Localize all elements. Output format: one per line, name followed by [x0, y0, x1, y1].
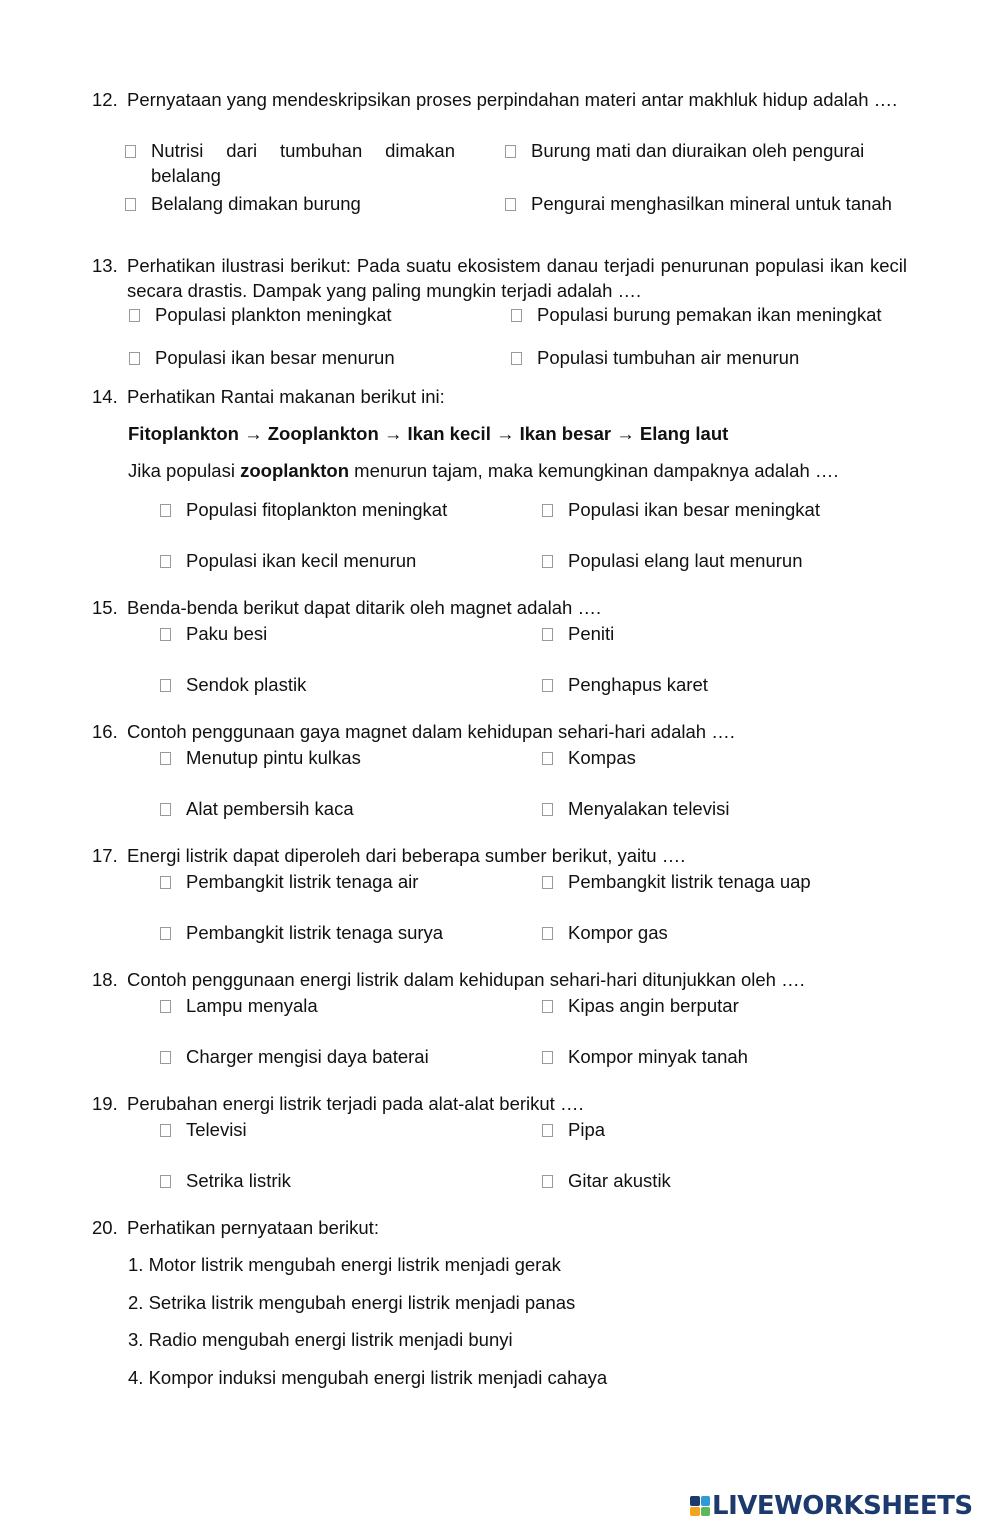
option-13-c[interactable] — [129, 345, 489, 370]
question-12 — [92, 87, 907, 112]
question-17 — [92, 843, 907, 868]
checkbox[interactable] — [542, 628, 553, 641]
option-12-a[interactable] — [125, 138, 455, 188]
option-label: Nutrisi dari tumbuhan dimakan belalang — [151, 140, 455, 186]
checkbox[interactable] — [542, 876, 553, 889]
checkbox[interactable] — [542, 1175, 553, 1188]
option-12-b[interactable] — [505, 138, 907, 163]
checkbox[interactable] — [542, 679, 553, 692]
option-14-d[interactable] — [542, 548, 902, 573]
option-label: Pengurai menghasilkan mineral untuk tanah — [531, 193, 892, 214]
logo-tile — [690, 1507, 700, 1517]
liveworksheets-logo — [690, 1491, 973, 1521]
checkbox[interactable] — [160, 927, 171, 940]
option-label: Alat pembersih kaca — [186, 798, 354, 819]
option-label: Populasi fitoplankton meningkat — [186, 499, 448, 520]
option-13-b[interactable] — [511, 302, 921, 327]
checkbox[interactable] — [125, 145, 136, 158]
option-label: Burung mati dan diuraikan oleh pengurai — [531, 140, 865, 161]
question-text: Perubahan energi listrik terjadi pada alat-alat berikut …. — [127, 1093, 584, 1114]
option-15-c[interactable] — [160, 672, 520, 697]
checkbox[interactable] — [542, 803, 553, 816]
option-label: Populasi ikan besar meningkat — [568, 499, 820, 520]
logo-icon — [690, 1496, 710, 1516]
question-text: Perhatikan pernyataan berikut: — [127, 1217, 379, 1238]
prompt-text: Jika populasi — [128, 460, 241, 481]
option-17-d[interactable] — [542, 920, 902, 945]
checkbox[interactable] — [160, 752, 171, 765]
checkbox[interactable] — [160, 1124, 171, 1137]
checkbox[interactable] — [542, 752, 553, 765]
question-text: Pernyataan yang mendeskripsikan proses perpindahan materi antar makhluk hidup adalah …. — [127, 89, 898, 110]
food-chain: Fitoplankton → Zooplankton → Ikan kecil → Ikan besar → Elang laut — [128, 423, 729, 444]
question-number: 18. — [92, 969, 118, 990]
option-17-a[interactable] — [160, 869, 520, 894]
option-label: Populasi tumbuhan air menurun — [537, 347, 800, 368]
question-number: 16. — [92, 721, 118, 742]
checkbox[interactable] — [129, 352, 140, 365]
question-number: 12. — [92, 89, 118, 110]
option-19-d[interactable] — [542, 1168, 902, 1193]
option-19-a[interactable] — [160, 1117, 520, 1142]
option-label: Populasi elang laut menurun — [568, 550, 803, 571]
question-15 — [92, 595, 907, 620]
option-17-b[interactable] — [542, 869, 902, 894]
logo-tile — [701, 1496, 711, 1506]
checkbox[interactable] — [505, 145, 516, 158]
checkbox[interactable] — [511, 309, 522, 322]
question-number: 13. — [92, 255, 118, 276]
option-label: Menyalakan televisi — [568, 798, 730, 819]
checkbox[interactable] — [542, 555, 553, 568]
statement-3: 3. Radio mengubah energi listrik menjadi bunyi — [128, 1329, 513, 1350]
question-number: 14. — [92, 386, 118, 407]
question-text: Perhatikan Rantai makanan berikut ini: — [127, 386, 445, 407]
option-label: Kompor gas — [568, 922, 668, 943]
option-16-c[interactable] — [160, 796, 520, 821]
checkbox[interactable] — [542, 1051, 553, 1064]
option-16-b[interactable] — [542, 745, 902, 770]
checkbox[interactable] — [505, 198, 516, 211]
option-19-b[interactable] — [542, 1117, 902, 1142]
question-19 — [92, 1091, 907, 1116]
option-label: Kipas angin berputar — [568, 995, 739, 1016]
option-label: Populasi plankton meningkat — [155, 304, 392, 325]
option-label: Pembangkit listrik tenaga air — [186, 871, 419, 892]
question-20 — [92, 1215, 907, 1240]
option-14-c[interactable] — [160, 548, 520, 573]
checkbox[interactable] — [160, 803, 171, 816]
checkbox[interactable] — [160, 504, 171, 517]
option-label: Pembangkit listrik tenaga surya — [186, 922, 444, 943]
option-14-a[interactable] — [160, 497, 520, 522]
option-label: Menutup pintu kulkas — [186, 747, 361, 768]
option-label: Televisi — [186, 1119, 247, 1140]
checkbox[interactable] — [542, 1124, 553, 1137]
question-text: Contoh penggunaan gaya magnet dalam kehidupan sehari-hari adalah …. — [127, 721, 735, 742]
question-number: 19. — [92, 1093, 118, 1114]
option-label: Penghapus karet — [568, 674, 708, 695]
option-12-c[interactable] — [125, 191, 455, 216]
logo-tile — [701, 1507, 711, 1517]
question-text: Energi listrik dapat diperoleh dari beberapa sumber berikut, yaitu …. — [127, 845, 686, 866]
option-label: Belalang dimakan burung — [151, 193, 361, 214]
option-15-b[interactable] — [542, 621, 902, 646]
option-label: Pipa — [568, 1119, 606, 1140]
checkbox[interactable] — [542, 927, 553, 940]
checkbox[interactable] — [542, 504, 553, 517]
checkbox[interactable] — [129, 309, 140, 322]
logo-tile — [690, 1496, 700, 1506]
question-18 — [92, 967, 907, 992]
option-14-b[interactable] — [542, 497, 902, 522]
checkbox[interactable] — [160, 628, 171, 641]
question-text: Contoh penggunaan energi listrik dalam kehidupan sehari-hari ditunjukkan oleh …. — [127, 969, 805, 990]
option-17-c[interactable] — [160, 920, 520, 945]
statement-4: 4. Kompor induksi mengubah energi listrik menjadi cahaya — [128, 1367, 608, 1388]
checkbox[interactable] — [160, 555, 171, 568]
option-label: Setrika listrik — [186, 1170, 291, 1191]
option-16-d[interactable] — [542, 796, 902, 821]
option-label: Charger mengisi daya baterai — [186, 1046, 429, 1067]
checkbox[interactable] — [511, 352, 522, 365]
option-15-d[interactable] — [542, 672, 902, 697]
option-18-b[interactable] — [542, 993, 902, 1018]
question-16 — [92, 719, 907, 744]
prompt-keyword: zooplankton — [240, 460, 350, 481]
checkbox[interactable] — [160, 1000, 171, 1013]
prompt-text: menurun tajam, maka kemungkinan dampaknya adalah …. — [349, 460, 839, 481]
option-label: Gitar akustik — [568, 1170, 671, 1191]
option-label: Kompas — [568, 747, 636, 768]
option-18-a[interactable] — [160, 993, 520, 1018]
checkbox[interactable] — [542, 1000, 553, 1013]
question-text: Perhatikan ilustrasi berikut: Pada suatu ekosistem danau terjadi penurunan populasi ikan kecil secara drastis. Dampak yang paling mungkin terjadi adalah …. — [127, 255, 907, 301]
question-14 — [92, 384, 907, 409]
logo-text: LIVEWORKSHEETS — [712, 1490, 973, 1521]
checkbox[interactable] — [160, 679, 171, 692]
option-label: Populasi ikan kecil menurun — [186, 550, 417, 571]
option-12-d[interactable] — [505, 191, 907, 216]
option-18-d[interactable] — [542, 1044, 902, 1069]
statement-2: 2. Setrika listrik mengubah energi listrik menjadi panas — [128, 1292, 576, 1313]
checkbox[interactable] — [160, 876, 171, 889]
question-text: Benda-benda berikut dapat ditarik oleh magnet adalah …. — [127, 597, 602, 618]
option-label: Paku besi — [186, 623, 268, 644]
question-number: 17. — [92, 845, 118, 866]
checkbox[interactable] — [125, 198, 136, 211]
option-label: Peniti — [568, 623, 615, 644]
question-number: 20. — [92, 1217, 118, 1238]
option-15-a[interactable] — [160, 621, 520, 646]
option-label: Lampu menyala — [186, 995, 318, 1016]
option-16-a[interactable] — [160, 745, 520, 770]
option-label: Sendok plastik — [186, 674, 307, 695]
checkbox[interactable] — [160, 1051, 171, 1064]
question-13 — [92, 253, 907, 303]
option-label: Populasi burung pemakan ikan meningkat — [537, 304, 882, 325]
checkbox[interactable] — [160, 1175, 171, 1188]
option-label: Pembangkit listrik tenaga uap — [568, 871, 811, 892]
option-label: Populasi ikan besar menurun — [155, 347, 395, 368]
question-prompt — [128, 458, 839, 483]
option-18-c[interactable] — [160, 1044, 520, 1069]
option-label: Kompor minyak tanah — [568, 1046, 748, 1067]
option-19-c[interactable] — [160, 1168, 520, 1193]
statement-1: 1. Motor listrik mengubah energi listrik menjadi gerak — [128, 1254, 561, 1275]
question-number: 15. — [92, 597, 118, 618]
option-13-a[interactable] — [129, 302, 489, 327]
option-13-d[interactable] — [511, 345, 911, 370]
